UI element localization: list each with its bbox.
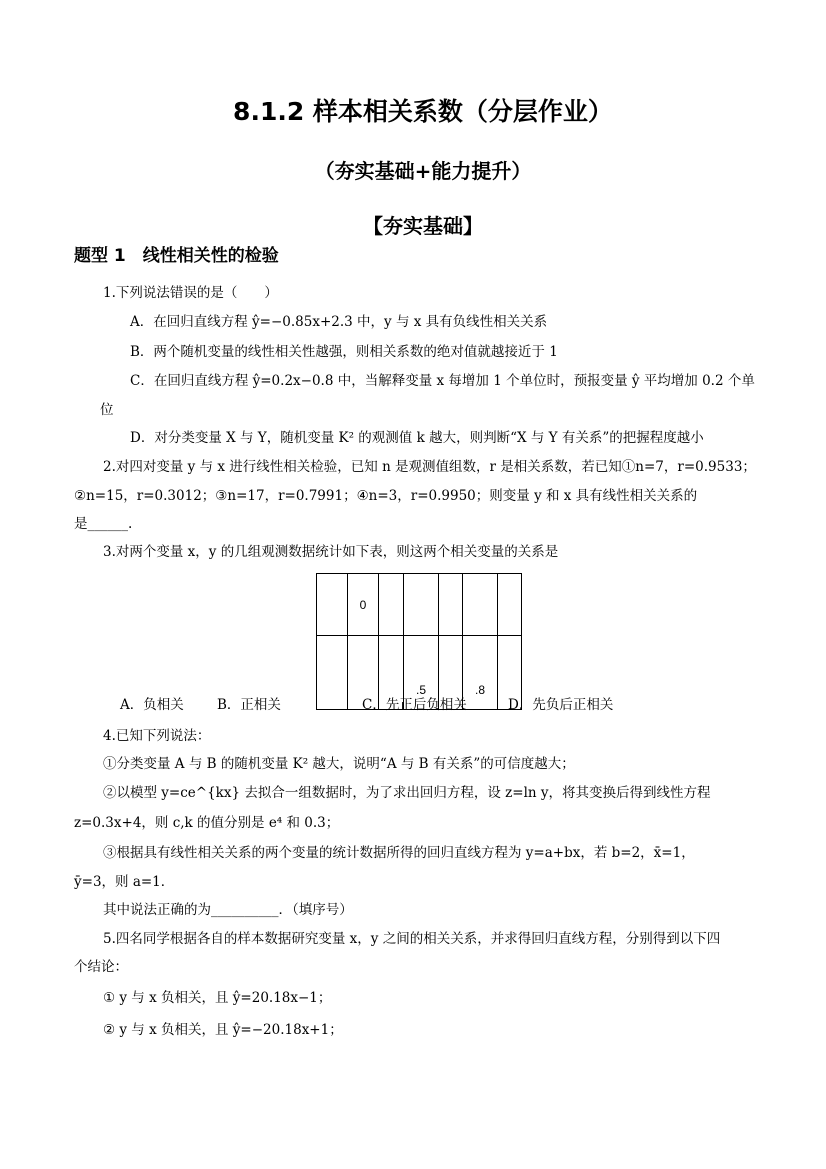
q1-option-d: D．对分类变量 X 与 Y，随机变量 K² 的观测值 k 越大，则判断“X 与 Y 有关系”的把握程度越小 xyxy=(130,430,704,446)
q4-statement-3: ③根据具有线性相关关系的两个变量的统计数据所得的回归直线方程为 y=a+bx，若 b=2，x̄=1， xyxy=(103,845,695,861)
q1-option-b: B．两个随机变量的线性相关性越强，则相关系数的绝对值就越接近于 1 xyxy=(130,344,558,360)
table-cell xyxy=(404,574,439,636)
q1-option-c: C．在回归直线方程 ŷ=0.2x−0.8 中，当解释变量 x 每增加 1 个单位时，预报变量 ŷ 平均增加 0.2 个单 xyxy=(130,373,755,389)
q2-line3: 是______. xyxy=(74,516,133,532)
q5-conclusion-2: ② y 与 x 负相关，且 ŷ=−20.18x+1； xyxy=(103,1022,343,1038)
q3-option-b: B．正相关 xyxy=(217,697,281,713)
table-cell xyxy=(379,574,404,636)
q4-statement-1: ①分类变量 A 与 B 的随机变量 K² 越大，说明“A 与 B 有关系”的可信度越大； xyxy=(103,756,575,772)
table-cell xyxy=(317,636,348,710)
q4-statement-2-cont: z=0.3x+4，则 c,k 的值分别是 e⁴ 和 0.3； xyxy=(74,815,340,831)
table-cell xyxy=(498,574,522,636)
table-cell: .5 xyxy=(404,636,439,710)
q3-stem: 3.对两个变量 x，y 的几组观测数据统计如下表，则这两个相关变量的关系是 xyxy=(103,544,559,560)
q4-statement-2: ②以模型 y=ce^{kx} 去拟合一组数据时，为了求出回归方程，设 z=ln y，将其变换后得到线性方程 xyxy=(103,785,711,801)
q2-line1: 2.对四对变量 y 与 x 进行线性相关检验，已知 n 是观测值组数，r 是相关系数，若已知①n=7，r=0.9533； xyxy=(103,459,756,475)
q4-stem: 4.已知下列说法： xyxy=(103,728,211,744)
table-cell xyxy=(463,574,498,636)
table-cell xyxy=(317,574,348,636)
q3-option-c: C．先正后负相关 xyxy=(362,697,467,713)
q3-option-d: D．先负后正相关 xyxy=(508,697,614,713)
q1-option-c-cont: 位 xyxy=(100,402,114,418)
q3-option-a: A．负相关 xyxy=(120,697,184,713)
table-cell: 0 xyxy=(348,574,379,636)
subtitle: （夯实基础+能力提升） xyxy=(314,159,532,183)
page-title: 8.1.2 样本相关系数（分层作业） xyxy=(233,97,613,126)
table-cell xyxy=(439,574,463,636)
q5-conclusion-1: ① y 与 x 负相关，且 ŷ=20.18x−1； xyxy=(103,990,332,1006)
q4-ask: 其中说法正确的为__________．（填序号） xyxy=(103,902,353,918)
q2-line2: ②n=15，r=0.3012；③n=17，r=0.7991；④n=3，r=0.9950；则变量 y 和 x 具有线性相关关系的 xyxy=(74,488,698,504)
q5-line1: 5.四名同学根据各自的样本数据研究变量 x，y 之间的相关关系，并求得回归直线方程，分别得到以下四 xyxy=(103,931,721,947)
q3-data-table xyxy=(316,573,522,710)
q4-statement-3-cont: ȳ=3，则 a=1． xyxy=(74,874,175,890)
section-heading: 【夯实基础】 xyxy=(363,214,483,238)
table-cell: .8 xyxy=(463,636,498,710)
q1-option-a: A．在回归直线方程 ŷ=−0.85x+2.3 中，y 与 x 具有负线性相关关系 xyxy=(130,314,548,330)
type-heading: 题型 1 线性相关性的检验 xyxy=(74,246,279,266)
q1-stem: 1.下列说法错误的是（ ） xyxy=(103,285,278,301)
q5-line2: 个结论： xyxy=(74,959,128,975)
